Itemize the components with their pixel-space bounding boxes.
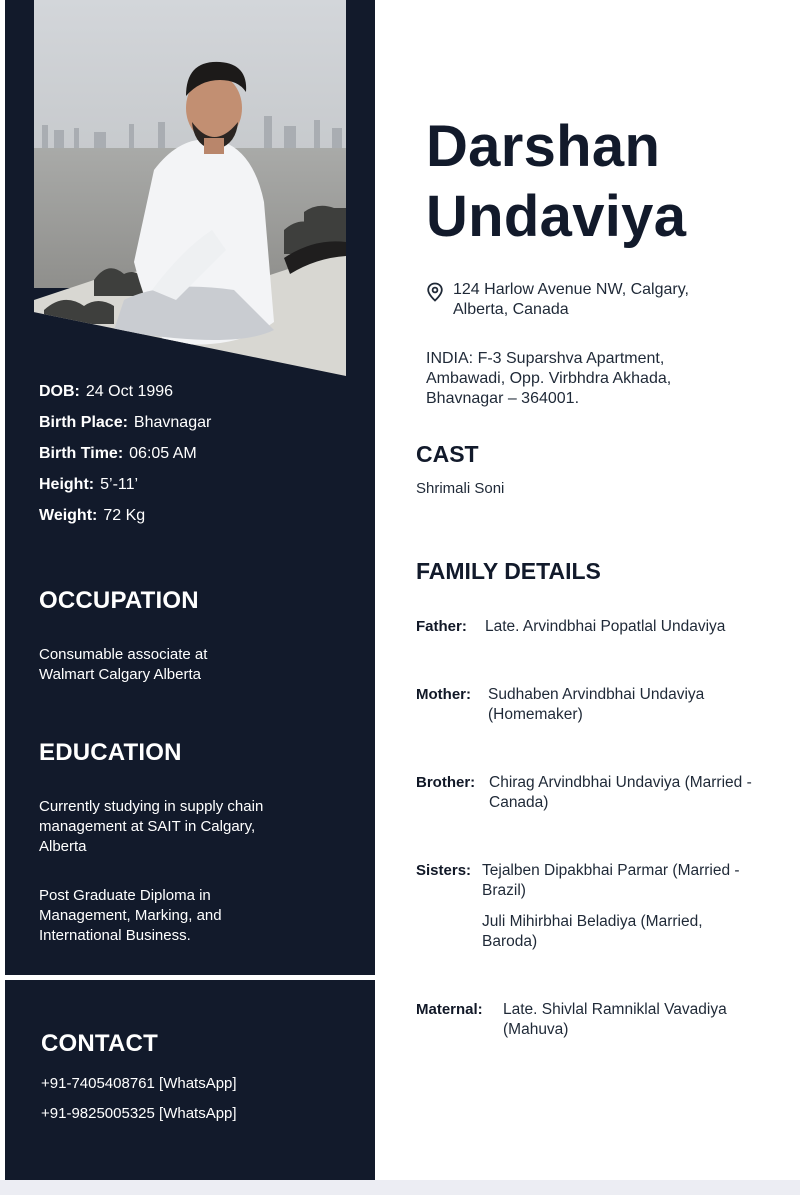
phone-number[interactable]: +91-9825005325 [WhatsApp] [41,1105,237,1122]
mother-value: Sudhaben Arvindbhai Undaviya (Homemaker) [488,686,705,723]
birth-time-label: Birth Time: [39,445,124,462]
education-item: Post Graduate Diploma in Management, Marking, and International Business. [39,887,222,944]
birth-place-row [39,412,211,434]
location-pin-icon [426,282,444,302]
birth-place-label: Birth Place: [39,414,128,431]
last-name: Undaviya [426,184,687,249]
occupation-heading: OCCUPATION [39,587,199,614]
education-item: Currently studying in supply chain management at SAIT in Calgary, Alberta [39,798,264,855]
maternal-label: Maternal: [416,1001,483,1018]
sister-value: Tejalben Dipakbhai Parmar (Married - Brazil) [482,862,740,899]
brother-value: Chirag Arvindbhai Undaviya (Married - Canada) [489,774,752,811]
height-row [39,474,138,496]
education-heading: EDUCATION [39,739,182,766]
dob-label: DOB: [39,383,80,400]
family-heading: FAMILY DETAILS [416,558,601,584]
weight-label: Weight: [39,507,98,524]
birth-time-row [39,443,197,465]
canada-address: 124 Harlow Avenue NW, Calgary, Alberta, Canada [453,281,689,318]
weight-value: 72 Kg [103,507,146,524]
dob-row [39,381,173,403]
occupation-text: Consumable associate at Walmart Calgary Alberta [39,646,208,683]
cast-value: Shrimali Soni [416,480,505,497]
height-label: Height: [39,476,95,493]
dob-value: 24 Oct 1996 [85,383,174,400]
father-label: Father: [416,618,467,635]
india-address: INDIA: F-3 Suparshva Apartment, Ambawadi, Opp. Virbhdra Akhada, Bhavnagar – 364001. [426,350,672,407]
cast-heading: CAST [416,441,479,467]
sisters-label: Sisters: [416,862,472,879]
sister-value: Juli Mihirbhai Beladiya (Married, Baroda) [482,913,703,950]
phone-number[interactable]: +91-7405408761 [WhatsApp] [41,1075,237,1092]
full-name [426,112,686,252]
first-name: Darshan [426,114,661,179]
contact-heading: CONTACT [41,1030,158,1057]
brother-label: Brother: [416,774,476,791]
father-value: Late. Arvindbhai Popatlal Undaviya [485,618,726,635]
weight-row [39,505,145,527]
profile-photo [34,0,346,376]
birth-time-value: 06:05 AM [129,445,197,462]
height-value: 5’-11’ [100,476,139,493]
birth-place-value: Bhavnagar [133,414,212,431]
mother-label: Mother: [416,686,471,703]
maternal-value: Late. Shivlal Ramniklal Vavadiya (Mahuva) [503,1001,727,1038]
